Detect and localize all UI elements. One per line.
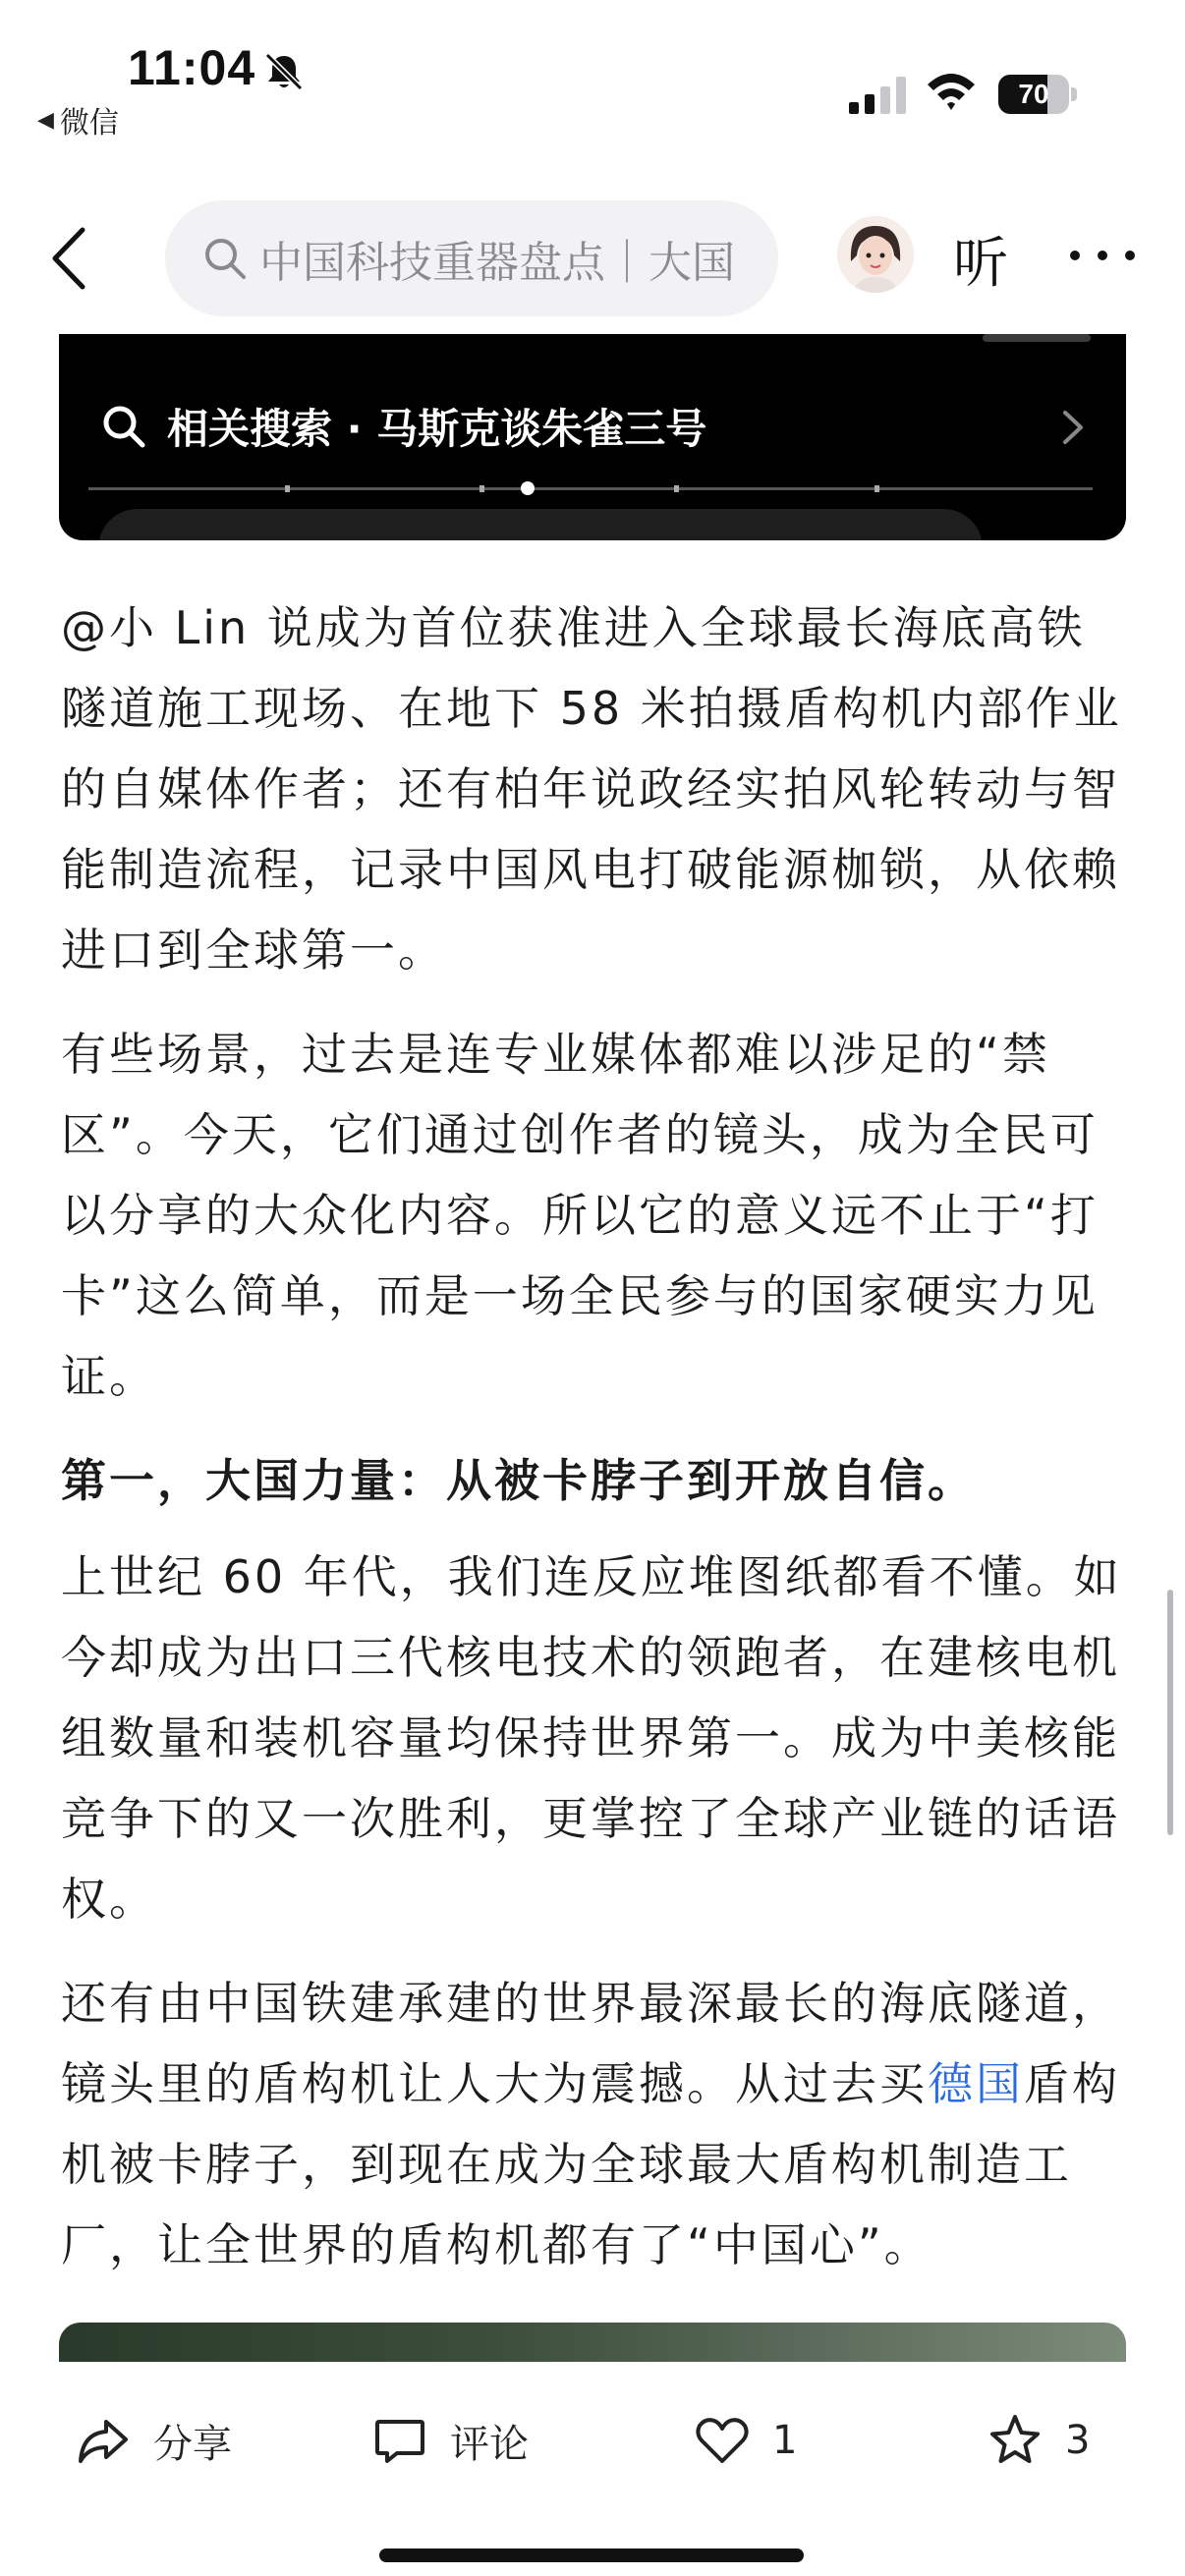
status-time: 11:04 — [128, 40, 256, 95]
section-heading: 第一，大国力量：从被卡脖子到开放自信。 — [61, 1454, 976, 1507]
back-triangle-icon: ◀ — [37, 107, 54, 133]
share-label: 分享 — [153, 2421, 232, 2467]
video-comment-bar — [98, 509, 983, 540]
avatar[interactable] — [837, 216, 914, 293]
chevron-left-icon[interactable] — [43, 224, 98, 293]
bottom-toolbar — [0, 2362, 1185, 2576]
share-button[interactable] — [75, 2411, 232, 2470]
battery-indicator — [998, 75, 1077, 114]
video-card[interactable] — [59, 334, 1126, 540]
progress-tick — [674, 485, 679, 492]
progress-tick — [480, 485, 484, 492]
share-arrow-icon — [75, 2412, 132, 2469]
comment-button[interactable] — [371, 2411, 529, 2470]
like-button[interactable] — [694, 2411, 797, 2470]
search-box[interactable] — [165, 200, 778, 316]
battery-nub — [1071, 87, 1077, 101]
cellular-signal-icon — [847, 75, 908, 116]
wifi-icon — [924, 69, 979, 114]
top-nav — [0, 187, 1185, 324]
article-paragraph: 有些场景，过去是连专业媒体都难以涉足的“禁区”。今天，它们通过创作者的镜头，成为全民可以分享的大众化内容。所以它的意义远不止于“打卡”这么简单，而是一场全民参与的国家硬实力见证。 — [61, 1028, 1099, 1403]
home-indicator[interactable] — [379, 2548, 804, 2562]
listen-button[interactable]: 听 — [953, 232, 1008, 296]
search-query-text: 中国科技重器盘点｜大国 — [259, 238, 735, 288]
back-to-app-label: 微信 — [59, 106, 119, 140]
comment-bubble-icon — [371, 2412, 428, 2469]
like-count: 1 — [772, 2418, 798, 2463]
battery-body — [998, 75, 1069, 114]
search-icon — [202, 236, 248, 281]
progress-tick — [875, 485, 879, 492]
chevron-right-icon — [1061, 409, 1085, 446]
more-dots-icon[interactable] — [1065, 246, 1140, 265]
scroll-indicator[interactable] — [1167, 1590, 1173, 1835]
bell-slash-icon — [263, 51, 305, 92]
progress-tick — [285, 485, 290, 492]
article-body — [61, 588, 1126, 2309]
search-icon — [100, 403, 147, 450]
favorite-button[interactable] — [987, 2411, 1090, 2470]
status-bar — [0, 0, 1185, 147]
heart-icon — [694, 2412, 751, 2469]
battery-percent: 70 — [1018, 79, 1049, 109]
video-overlay-remnant — [983, 334, 1091, 342]
article-image[interactable] — [59, 2323, 1126, 2362]
paragraph-text: 盾构机被卡脖子，到现在成为全球最大盾构机制造工厂，让全世界的盾构机都有了“中国心”。 — [61, 2057, 1120, 2271]
paragraph-text: 还有由中国铁建承建的世界最深最长的海底隧道，镜头里的盾构机让人大为震撼。从过去买 — [61, 1977, 1120, 2110]
comment-label: 评论 — [450, 2421, 529, 2467]
article-paragraph: @小 Lin 说成为首位获准进入全球最长海底高铁隧道施工现场、在地下 58 米拍摄盾构机内部作业的自媒体作者；还有柏年说政经实拍风轮转动与智能制造流程，记录中国风电打破能源枷锁，从依赖进口到全球第一。 — [61, 601, 1122, 977]
related-search-text: 相关搜索 · 马斯克谈朱雀三号 — [167, 405, 707, 453]
favorite-count: 3 — [1065, 2418, 1091, 2463]
related-search-link[interactable] — [100, 397, 706, 456]
back-to-wechat[interactable] — [37, 98, 119, 141]
germany-link[interactable]: 德国 — [928, 2057, 1024, 2110]
progress-thumb[interactable] — [521, 481, 535, 495]
video-progress-bar[interactable] — [88, 487, 1093, 490]
star-icon — [987, 2412, 1044, 2469]
avatar-image — [837, 216, 914, 293]
article-paragraph — [61, 1963, 1126, 2285]
article-paragraph: 上世纪 60 年代，我们连反应堆图纸都看不懂。如今却成为出口三代核电技术的领跑者，在建核电机组数量和装机容量均保持世界第一。成为中美核能竞争下的又一次胜利，更掌控了全球产业链的话语权。 — [61, 1550, 1122, 1926]
